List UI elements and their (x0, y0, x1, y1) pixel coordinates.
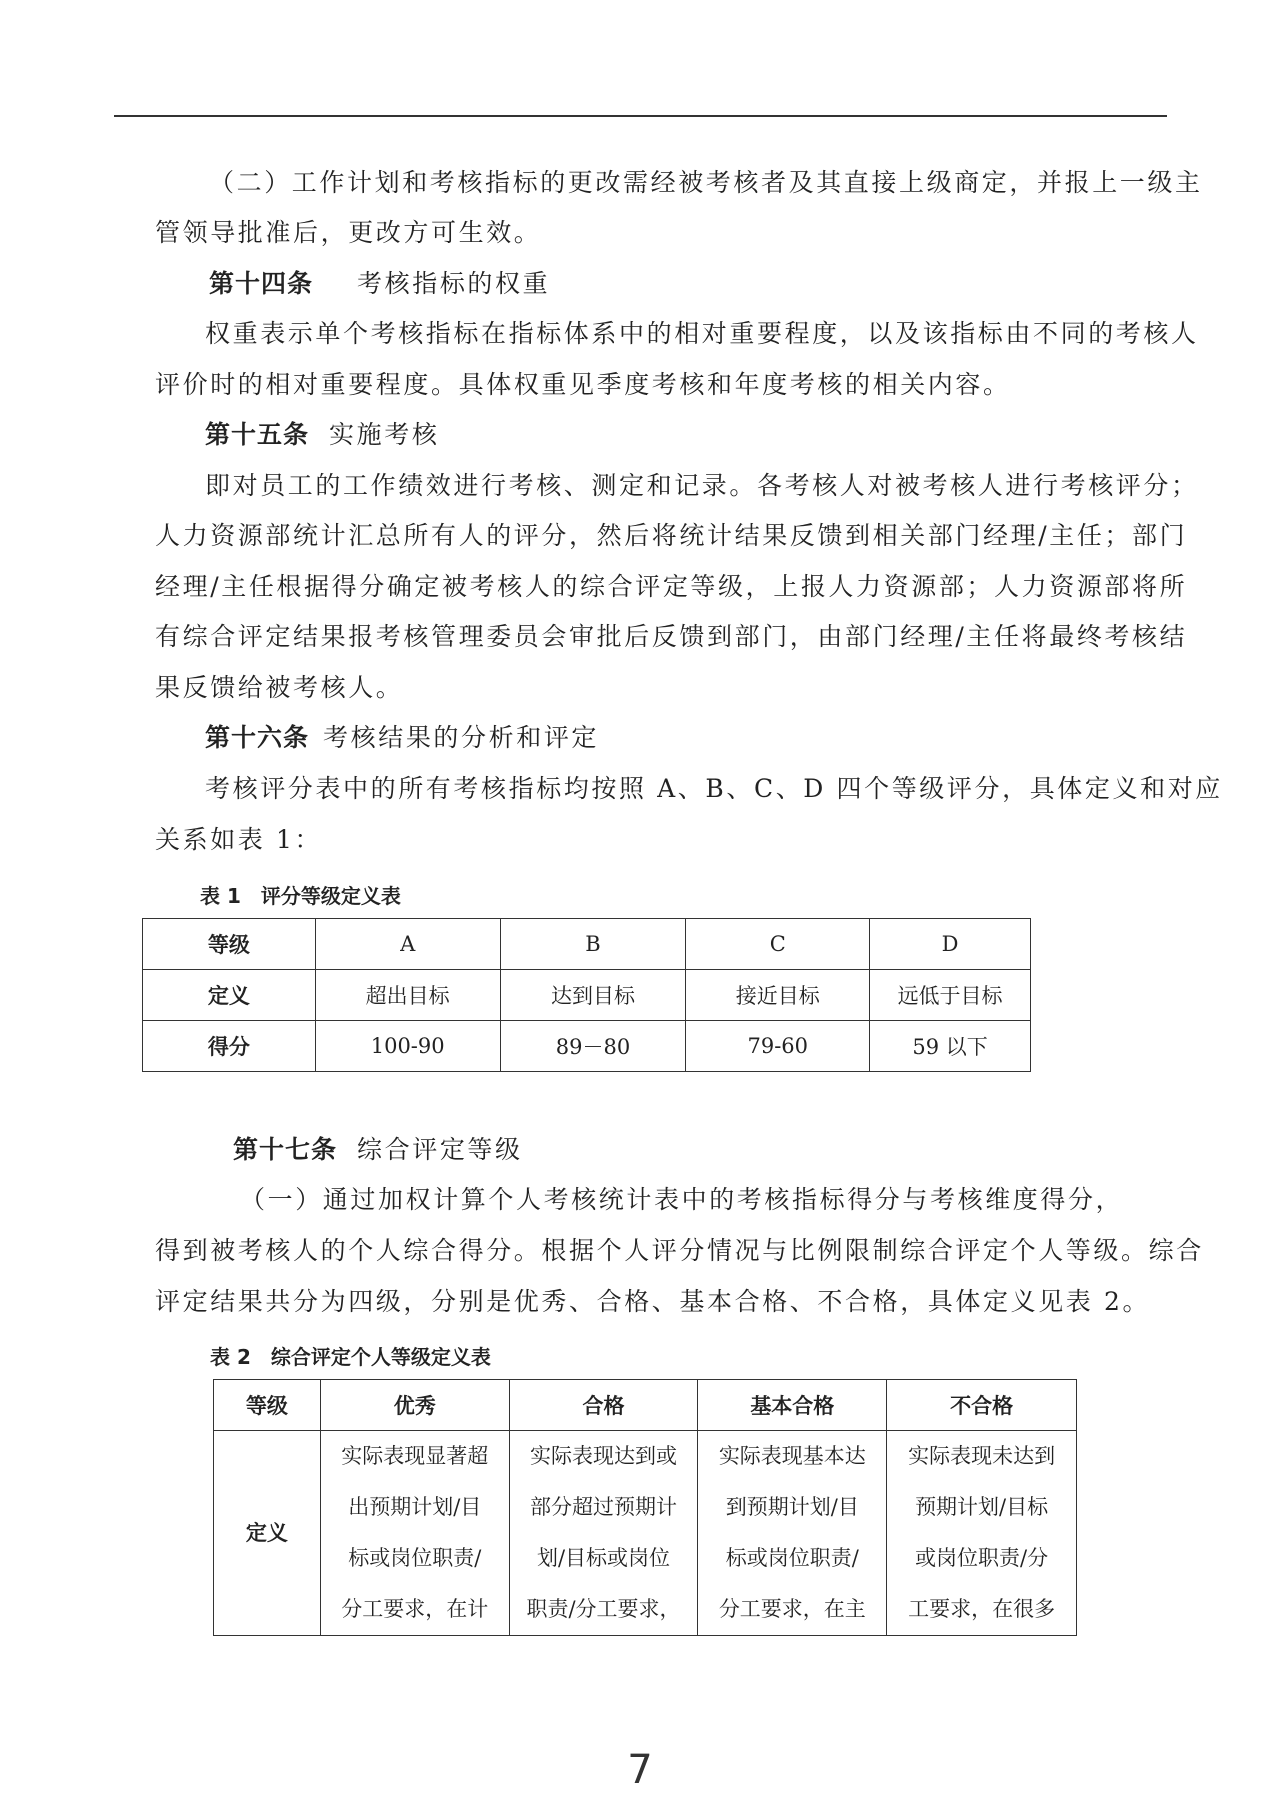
article-number: 第十四条 (209, 269, 314, 298)
paragraph-line: 考核评分表中的所有考核指标均按照 A、B、C、D 四个等级评分，具体定义和对应 (205, 774, 1223, 803)
article-title: 实施考核 (329, 420, 440, 449)
grade-definition-table (142, 918, 1031, 1072)
table-cell: 远低于目标 (870, 970, 1031, 1021)
article-15-heading (205, 410, 439, 460)
table-cell (698, 1431, 887, 1636)
paragraph-line: （一）通过加权计算个人考核统计表中的考核指标得分与考核维度得分， (240, 1185, 1124, 1214)
cell-line: 部分超过预期计 (530, 1495, 678, 1519)
table-cell: 59 以下 (870, 1021, 1031, 1072)
paragraph-line: 评定结果共分为四级，分别是优秀、合格、基本合格、不合格，具体定义见表 2。 (155, 1287, 1151, 1316)
row-label: 定义 (214, 1431, 321, 1636)
article-16-heading (205, 713, 599, 763)
table-row (214, 1431, 1077, 1636)
header-cell: 基本合格 (698, 1380, 887, 1431)
table-cell: 超出目标 (315, 970, 500, 1021)
table-cell: 79-60 (686, 1021, 870, 1072)
table-header-row (214, 1380, 1077, 1431)
page-number: 7 (627, 1747, 653, 1793)
row-label: 等级 (143, 919, 316, 970)
paragraph-line: 有综合评定结果报考核管理委员会审批后反馈到部门，由部门经理/主任将最终考核结 (155, 622, 1188, 651)
row-label: 得分 (143, 1021, 316, 1072)
table-cell: A (315, 919, 500, 970)
row-label: 定义 (143, 970, 316, 1021)
article-title: 考核结果的分析和评定 (323, 723, 600, 752)
table-cell (887, 1431, 1077, 1636)
cell-line: 分工要求，在主 (718, 1597, 866, 1621)
table-row (143, 1021, 1031, 1072)
cell-line: 实际表现基本达 (718, 1444, 866, 1468)
table-cell: D (870, 919, 1031, 970)
table-row (143, 970, 1031, 1021)
cell-line: 分工要求，在计 (341, 1597, 489, 1621)
cell-line: 出预期计划/目 (348, 1495, 482, 1519)
cell-line: 实际表现显著超 (341, 1444, 489, 1468)
table-cell: 89－80 (500, 1021, 686, 1072)
header-cell: 等级 (214, 1380, 321, 1431)
cell-line: 预期计划/目标 (915, 1495, 1049, 1519)
paragraph-line: 权重表示单个考核指标在指标体系中的相对重要程度，以及该指标由不同的考核人 (205, 319, 1199, 348)
level-definition-table (213, 1379, 1077, 1636)
paragraph-line: 关系如表 1： (155, 825, 323, 854)
table2-caption: 表 2 综合评定个人等级定义表 (210, 1345, 491, 1369)
paragraph-line: 评价时的相对重要程度。具体权重见季度考核和年度考核的相关内容。 (155, 370, 1011, 399)
paragraph-line: 得到被考核人的个人综合得分。根据个人评分情况与比例限制综合评定个人等级。综合 (155, 1236, 1204, 1265)
header-cell: 优秀 (320, 1380, 509, 1431)
table-row (143, 919, 1031, 970)
article-title: 考核指标的权重 (357, 269, 551, 298)
cell-line: 职责/分工要求， (526, 1597, 681, 1621)
paragraph-line: （二）工作计划和考核指标的更改需经被考核者及其直接上级商定，并报上一级主 (209, 168, 1203, 197)
table-cell: 接近目标 (686, 970, 870, 1021)
cell-line: 标或岗位职责/ (348, 1546, 482, 1570)
paragraph-line: 管领导批准后，更改方可生效。 (155, 218, 542, 247)
paragraph-line: 人力资源部统计汇总所有人的评分，然后将统计结果反馈到相关部门经理/主任；部门 (155, 521, 1188, 550)
cell-line: 或岗位职责/分 (915, 1546, 1049, 1570)
header-cell: 合格 (509, 1380, 698, 1431)
cell-line: 到预期计划/目 (725, 1495, 859, 1519)
paragraph-line: 经理/主任根据得分确定被考核人的综合评定等级，上报人力资源部；人力资源部将所 (155, 572, 1188, 601)
table-cell: C (686, 919, 870, 970)
table-cell: 100-90 (315, 1021, 500, 1072)
cell-line: 标或岗位职责/ (725, 1546, 859, 1570)
cell-line: 划/目标或岗位 (536, 1546, 671, 1570)
article-14-heading (209, 259, 550, 309)
header-rule (114, 115, 1167, 117)
table-cell: B (500, 919, 686, 970)
article-17-heading (233, 1125, 523, 1175)
table-cell (509, 1431, 698, 1636)
cell-line: 工要求，在很多 (908, 1597, 1056, 1621)
article-number: 第十五条 (205, 420, 310, 449)
table-cell: 达到目标 (500, 970, 686, 1021)
article-number: 第十七条 (233, 1135, 338, 1164)
table1-caption: 表 1 评分等级定义表 (200, 884, 401, 908)
cell-line: 实际表现未达到 (908, 1444, 1056, 1468)
cell-line: 实际表现达到或 (530, 1444, 678, 1468)
paragraph-line: 果反馈给被考核人。 (155, 673, 404, 702)
table-cell (320, 1431, 509, 1636)
paragraph-line: 即对员工的工作绩效进行考核、测定和记录。各考核人对被考核人进行考核评分； (205, 471, 1199, 500)
header-cell: 不合格 (887, 1380, 1077, 1431)
article-number: 第十六条 (205, 723, 310, 752)
article-title: 综合评定等级 (357, 1135, 523, 1164)
